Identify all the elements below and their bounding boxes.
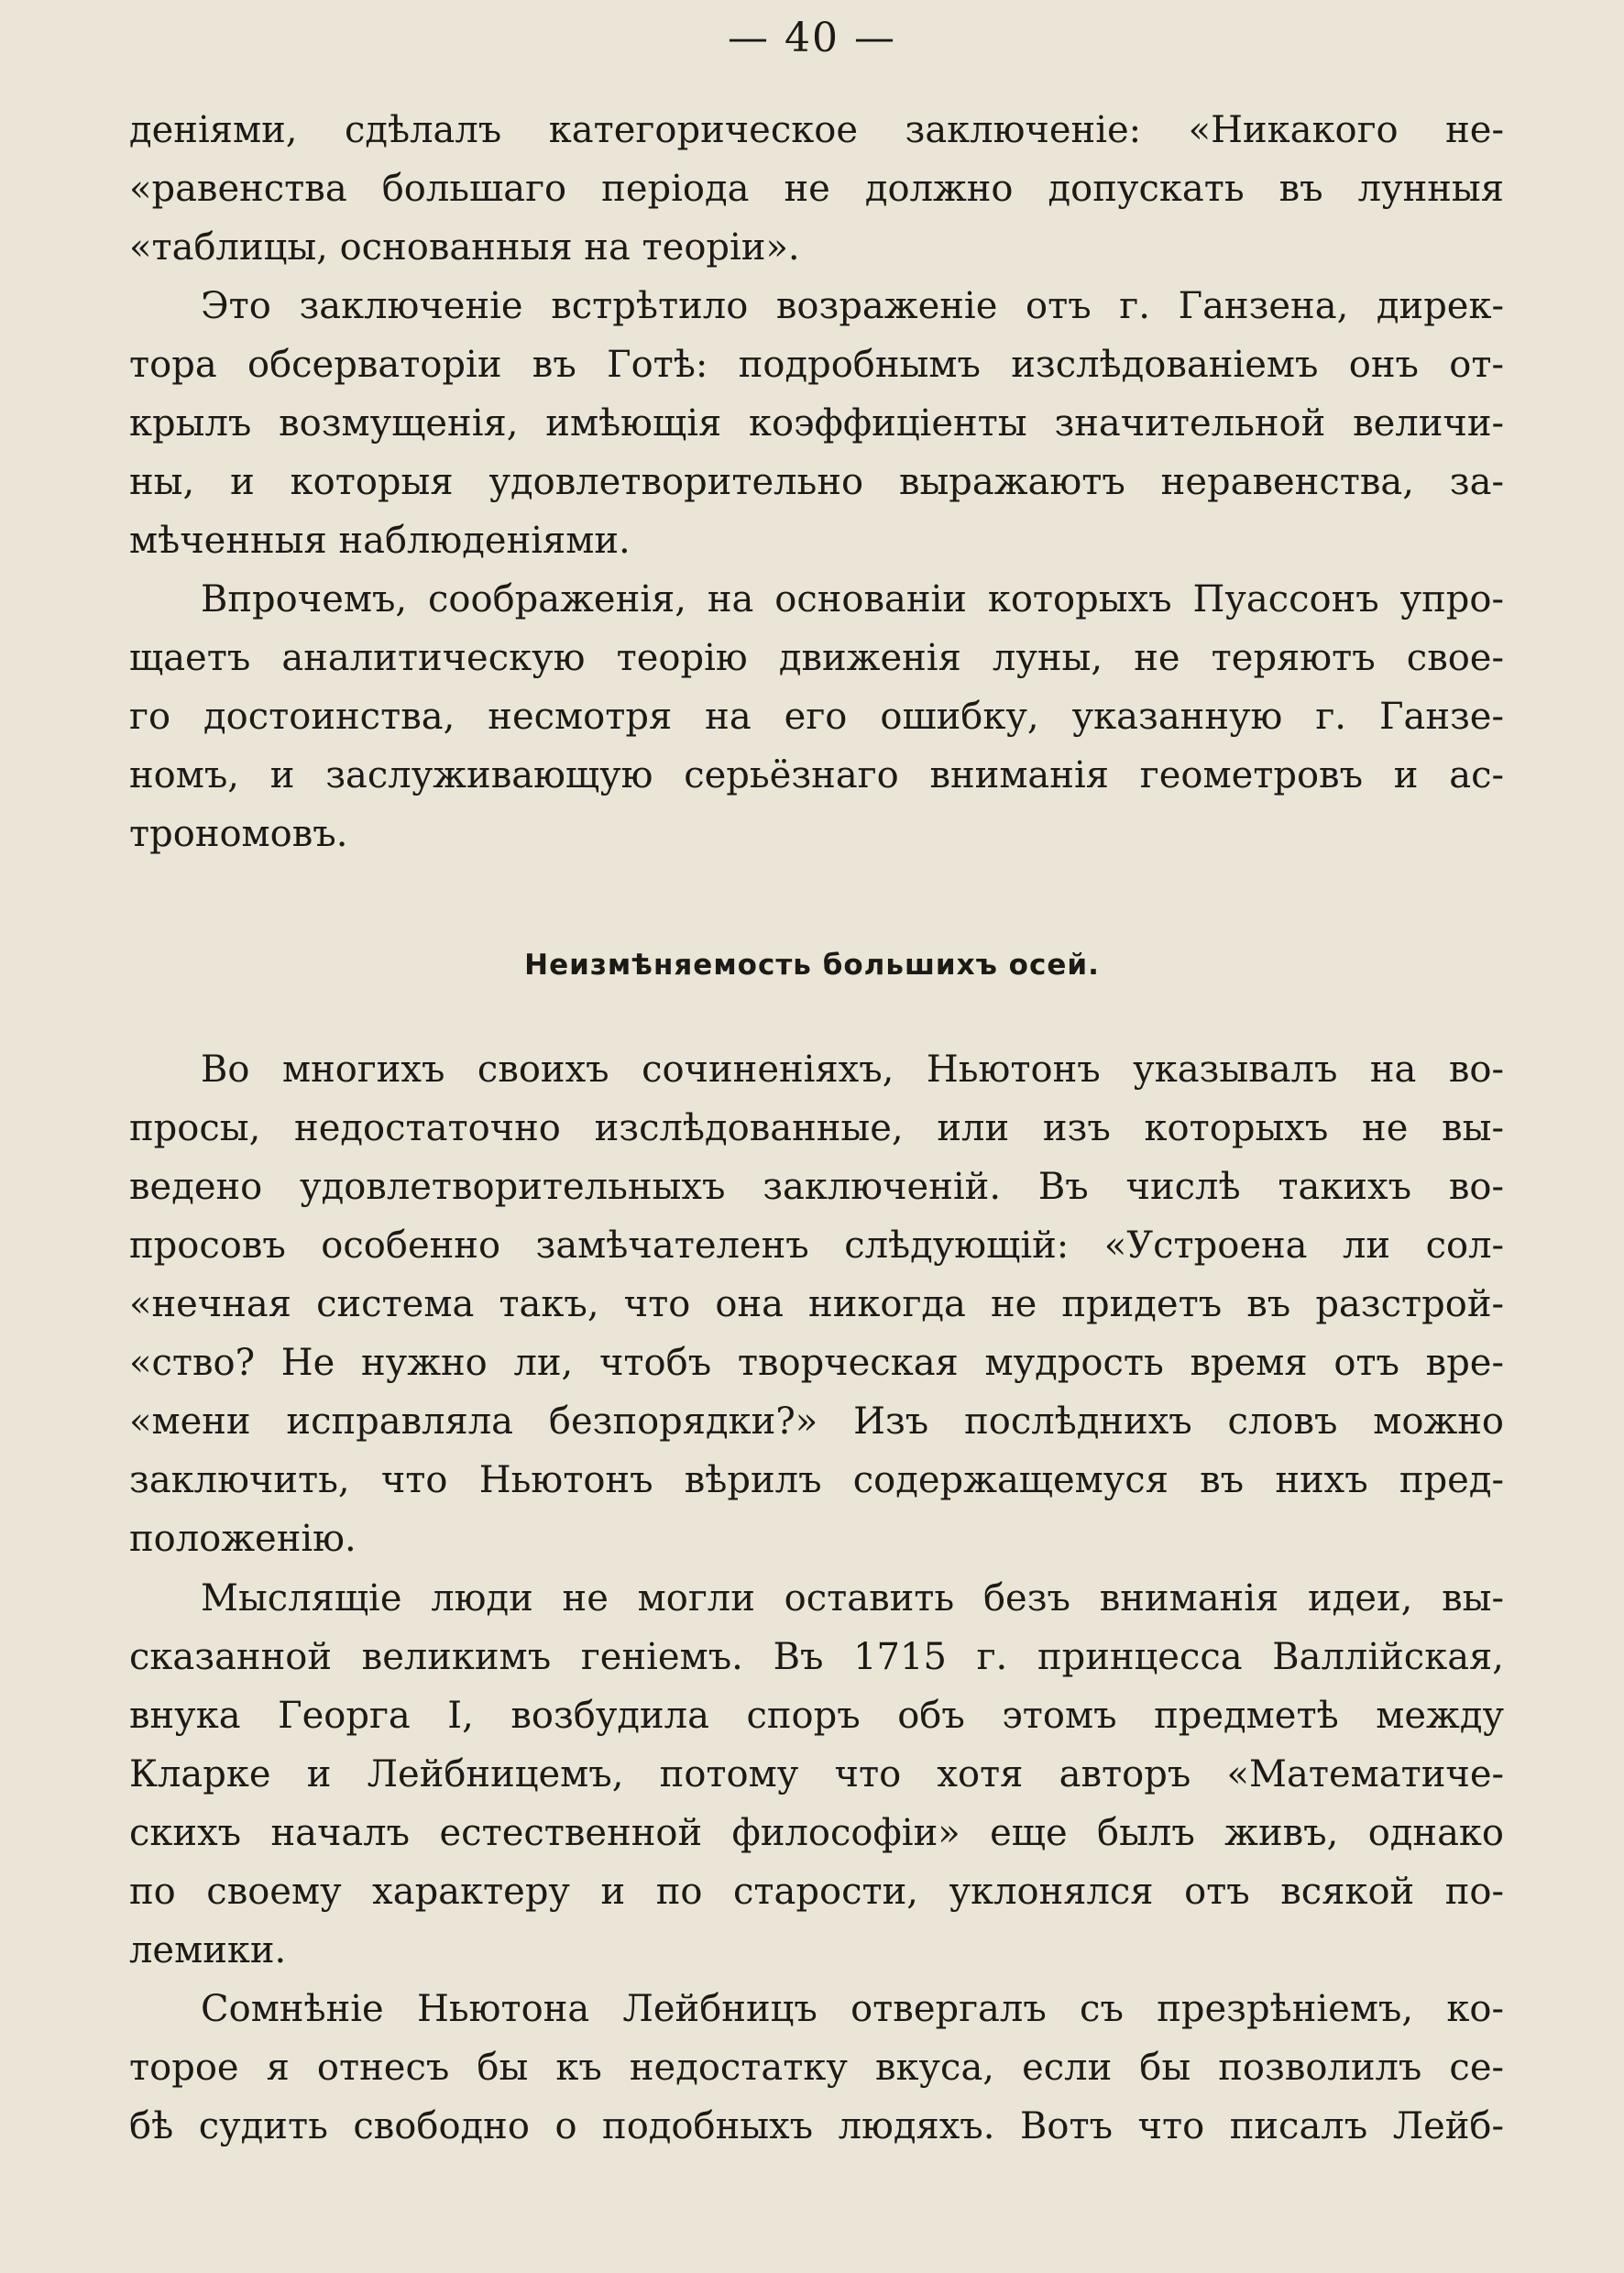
text-line: номъ, и заслуживающую серьёзнаго вниманія геометровъ и ас- xyxy=(129,754,1504,796)
section-paragraph-2 xyxy=(129,1569,1504,1980)
text-line: трономовъ. xyxy=(129,813,348,855)
text-line: «мени исправляла безпорядки?» Изъ послѣднихъ словъ можно xyxy=(129,1400,1504,1443)
text-line: просовъ особенно замѣчателенъ слѣдующій: «Устроена ли сол- xyxy=(129,1224,1504,1267)
text-line: «таблицы, основанныя на теоріи». xyxy=(129,226,800,269)
text-line: просы, недостаточно изслѣдованные, или изъ которыхъ не вы- xyxy=(129,1107,1504,1149)
text-line: сказанной великимъ геніемъ. Въ 1715 г. принцесса Валлійская, xyxy=(129,1636,1504,1678)
text-line: щаетъ аналитическую теорію движенія луны, не теряютъ свое- xyxy=(129,637,1504,679)
text-line: бѣ судить свободно о подобныхъ людяхъ. Вотъ что писалъ Лейб- xyxy=(129,2105,1504,2147)
section-paragraph-3 xyxy=(129,1980,1504,2156)
text-line: мѣченныя наблюденіями. xyxy=(129,520,631,562)
paragraph-3 xyxy=(129,570,1504,863)
text-line: крылъ возмущенія, имѣющія коэффиціенты значительной величи- xyxy=(129,402,1504,445)
text-line: «ство? Не нужно ли, чтобъ творческая мудрость время отъ вре- xyxy=(129,1342,1504,1384)
text-line: по своему характеру и по старости, уклонялся отъ всякой по- xyxy=(129,1871,1504,1913)
text-line: скихъ началъ естественной философіи» еще былъ живъ, однако xyxy=(129,1812,1504,1854)
section-paragraph-1 xyxy=(129,1040,1504,1568)
text-line: внука Георга I, возбудила споръ объ этомъ предметѣ между xyxy=(129,1695,1504,1737)
text-line: деніями, сдѣлалъ категорическое заключеніе: «Никакого не- xyxy=(129,109,1504,151)
page-number: — 40 — xyxy=(728,15,896,61)
text-line: Кларке и Лейбницемъ, потому что хотя авторъ «Математиче- xyxy=(129,1753,1504,1795)
paragraph-2 xyxy=(129,277,1504,570)
text-line: ны, и которыя удовлетворительно выражаютъ неравенства, за- xyxy=(129,461,1504,503)
text-line: «нечная система такъ, что она никогда не придетъ въ разстрой- xyxy=(129,1283,1504,1325)
text-line: заключить, что Ньютонъ вѣрилъ содержащемуся въ нихъ пред- xyxy=(129,1459,1504,1501)
text-line: Во многихъ своихъ сочиненіяхъ, Ньютонъ указывалъ на во- xyxy=(201,1049,1504,1091)
section-heading: Неизмѣняемость большихъ осей. xyxy=(524,949,1100,982)
text-line: ведено удовлетворительныхъ заключеній. Въ числѣ такихъ во- xyxy=(129,1166,1504,1208)
paragraph-1 xyxy=(129,101,1504,277)
text-line: лемики. xyxy=(129,1929,287,1971)
text-line: торое я отнесъ бы къ недостатку вкуса, если бы позволилъ се- xyxy=(129,2047,1504,2089)
text-line: го достоинства, несмотря на его ошибку, указанную г. Ганзе- xyxy=(129,696,1504,738)
text-line: Мыслящіе люди не могли оставить безъ вниманія идеи, вы- xyxy=(201,1577,1504,1620)
text-line: Впрочемъ, соображенія, на основаніи которыхъ Пуассонъ упро- xyxy=(201,578,1504,620)
text-line: «равенства большаго періода не должно допускать въ лунныя xyxy=(129,168,1504,210)
text-line: Это заключеніе встрѣтило возраженіе отъ г. Ганзена, дирек- xyxy=(201,285,1504,327)
text-line: положенію. xyxy=(129,1518,357,1560)
text-line: Сомнѣніе Ньютона Лейбницъ отвергалъ съ презрѣніемъ, ко- xyxy=(201,1988,1504,2030)
text-line: тора обсерваторіи въ Готѣ: подробнымъ изслѣдованіемъ онъ от- xyxy=(129,344,1504,386)
